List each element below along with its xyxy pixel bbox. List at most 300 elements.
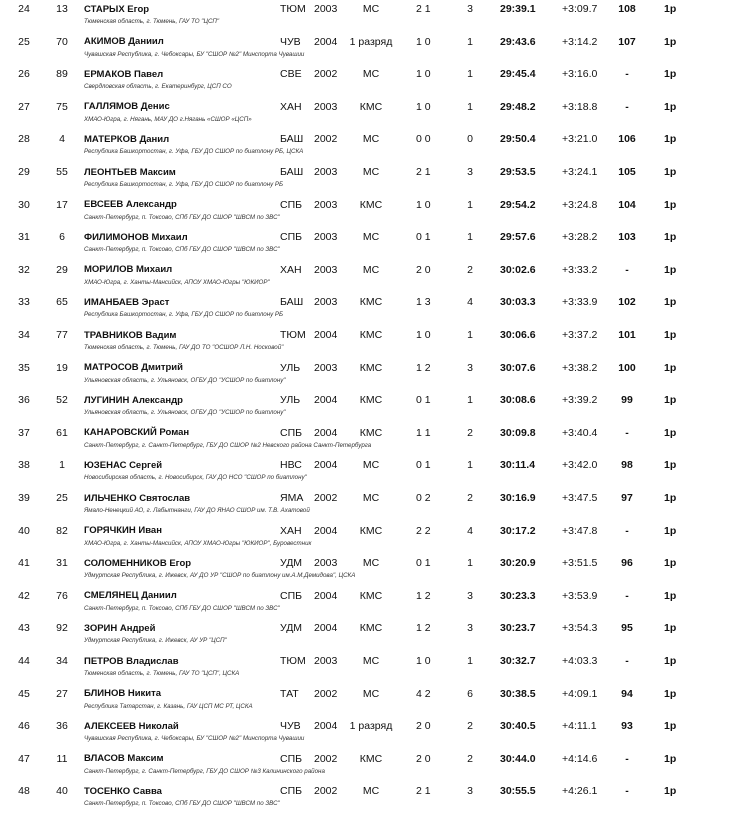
table-row	[0, 0, 750, 33]
region-code: ХАН	[280, 524, 302, 537]
finish-time: 29:53.5	[500, 166, 536, 178]
result-line	[0, 130, 750, 148]
sport-rank: КМС	[359, 100, 383, 113]
bib-cell: 75	[56, 100, 68, 113]
result-line	[0, 587, 750, 605]
athlete-name: СТАРЫХ Егор	[84, 3, 150, 15]
club-affiliation: Ульяновская область, г. Ульяновск, ОГБУ ДО "УСШОР по биатлону"	[84, 376, 286, 384]
club-affiliation: Республика Татарстан, г. Казань, ГАУ ЦСП МС РТ, ЦСКА	[84, 702, 253, 710]
club-affiliation: Тюменская область, г. Тюмень, ГАУ ТО "ЦСП"	[84, 18, 220, 25]
table-row	[0, 65, 750, 98]
points-cell: -	[625, 100, 629, 113]
penalty-total: 4	[467, 296, 473, 309]
shooting-misses: 1 0	[416, 35, 431, 48]
sport-rank: 1 разряд	[349, 720, 393, 733]
region-code: ЧУВ	[280, 720, 301, 733]
place-cell: 43	[18, 622, 30, 635]
finish-time: 29:54.2	[500, 198, 536, 211]
region-code: ТАТ	[280, 687, 299, 700]
qualification-grade: 1р	[664, 35, 677, 48]
time-gap: +3:51.5	[562, 557, 598, 570]
club-affiliation: Санкт-Петербург, г. Санкт-Петербург, ГБУ ДО СШОР №3 Калининского района	[84, 767, 325, 775]
region-code: НВС	[280, 459, 302, 472]
club-affiliation: Ямало-Ненецкий АО, г. Лабытнанги, ГАУ ДО ЯНАО СШОР им. Т.В. Ахатовой	[84, 507, 310, 514]
place-cell: 26	[18, 68, 30, 81]
bib-cell: 17	[56, 198, 68, 211]
place-cell: 33	[18, 296, 30, 309]
penalty-total: 3	[467, 166, 473, 178]
finish-time: 30:44.0	[500, 752, 536, 765]
result-line	[0, 33, 750, 51]
athlete-name: ГАЛЛЯМОВ Денис	[84, 101, 170, 113]
points-cell: 95	[621, 622, 633, 635]
place-cell: 30	[18, 198, 30, 211]
athlete-name: БЛИНОВ Никита	[84, 688, 162, 700]
result-line	[0, 228, 750, 246]
athlete-name: ПЕТРОВ Владислав	[84, 655, 179, 667]
qualification-grade: 1р	[664, 524, 677, 537]
time-gap: +3:28.2	[562, 231, 598, 244]
bib-cell: 6	[59, 231, 65, 244]
club-affiliation: Санкт-Петербург, п. Токсово, СПб ГБУ ДО СШОР "ШВСМ по ЗВС"	[84, 604, 280, 612]
sport-rank: МС	[362, 263, 380, 276]
result-line	[0, 326, 750, 344]
place-cell: 46	[18, 720, 30, 733]
club-affiliation: Санкт-Петербург, п. Токсово, СПб ГБУ ДО СШОР "ШВСМ по ЗВС"	[84, 246, 280, 254]
birth-year: 2002	[314, 133, 338, 146]
place-cell: 48	[18, 785, 30, 798]
shooting-misses: 2 2	[416, 524, 431, 537]
finish-time: 30:11.4	[500, 459, 536, 472]
birth-year: 2003	[314, 3, 338, 15]
table-row	[0, 522, 750, 555]
bib-cell: 40	[56, 785, 68, 798]
table-row	[0, 163, 750, 196]
qualification-grade: 1р	[664, 752, 677, 765]
finish-time: 30:20.9	[500, 557, 536, 570]
penalty-total: 3	[467, 622, 473, 635]
shooting-misses: 0 2	[416, 492, 431, 504]
bib-cell: 82	[56, 524, 68, 537]
place-cell: 36	[18, 394, 30, 407]
sport-rank: МС	[362, 687, 380, 700]
time-gap: +4:11.1	[562, 720, 597, 733]
qualification-grade: 1р	[664, 394, 677, 407]
club-affiliation: Новосибирская область, г. Новосибирск, ГАУ ДО НСО "СШОР по биатлону"	[84, 474, 307, 482]
penalty-total: 4	[467, 524, 473, 537]
table-row	[0, 228, 750, 261]
bib-cell: 77	[56, 329, 68, 341]
points-cell: 105	[618, 166, 636, 178]
birth-year: 2003	[314, 198, 338, 211]
place-cell: 34	[18, 329, 30, 341]
place-cell: 25	[18, 35, 30, 48]
table-row	[0, 587, 750, 620]
place-cell: 41	[18, 557, 30, 570]
club-affiliation: ХМАО-Югра, г. Нягань, МАУ ДО г.Нягань «СШОР «ЦСП»	[84, 115, 252, 123]
finish-time: 30:55.5	[500, 785, 536, 798]
birth-year: 2004	[314, 426, 338, 439]
bib-cell: 70	[56, 35, 68, 48]
birth-year: 2004	[314, 329, 338, 341]
sport-rank: КМС	[359, 622, 383, 635]
birth-year: 2002	[314, 687, 338, 700]
penalty-total: 6	[467, 687, 473, 700]
shooting-misses: 1 0	[416, 68, 431, 81]
penalty-total: 1	[467, 329, 473, 341]
result-line	[0, 0, 750, 18]
points-cell: 99	[621, 394, 633, 407]
penalty-total: 3	[467, 589, 473, 602]
region-code: УДМ	[280, 557, 303, 570]
time-gap: +3:47.8	[562, 524, 598, 537]
qualification-grade: 1р	[664, 3, 677, 15]
qualification-grade: 1р	[664, 720, 677, 733]
points-cell: 96	[621, 557, 633, 570]
result-line	[0, 782, 750, 800]
time-gap: +3:39.2	[562, 394, 598, 407]
points-cell: -	[625, 589, 629, 602]
result-line	[0, 293, 750, 311]
place-cell: 45	[18, 687, 30, 700]
finish-time: 30:08.6	[500, 394, 536, 407]
place-cell: 37	[18, 426, 30, 439]
club-affiliation: Удмуртская Республика, г. Ижевск, АУ УР "ЦСП"	[84, 637, 227, 645]
time-gap: +4:14.6	[562, 752, 598, 765]
shooting-misses: 2 0	[416, 752, 431, 765]
qualification-grade: 1р	[664, 589, 677, 602]
penalty-total: 2	[467, 492, 473, 504]
place-cell: 44	[18, 655, 30, 667]
region-code: БАШ	[280, 133, 304, 146]
bib-cell: 31	[56, 557, 68, 570]
place-cell: 29	[18, 166, 30, 178]
sport-rank: КМС	[359, 296, 383, 309]
finish-time: 29:43.6	[500, 35, 536, 48]
points-cell: 97	[621, 492, 633, 504]
qualification-grade: 1р	[664, 68, 677, 81]
finish-time: 30:23.3	[500, 589, 536, 602]
table-row	[0, 98, 750, 131]
sport-rank: МС	[362, 166, 380, 178]
points-cell: 102	[618, 296, 636, 309]
finish-time: 30:07.6	[500, 361, 536, 374]
place-cell: 28	[18, 133, 30, 146]
shooting-misses: 1 1	[416, 426, 431, 439]
athlete-name: ЕРМАКОВ Павел	[84, 68, 164, 80]
region-code: ХАН	[280, 100, 302, 113]
birth-year: 2003	[314, 100, 338, 113]
sport-rank: МС	[362, 231, 380, 244]
sport-rank: МС	[362, 459, 380, 472]
club-affiliation: Свердловская область, г. Екатеринбург, ЦСП СО	[84, 83, 232, 91]
table-row	[0, 293, 750, 326]
club-affiliation: Республика Башкортостан, г. Уфа, ГБУ ДО СШОР по биатлону РБ	[84, 311, 284, 319]
place-cell: 40	[18, 524, 30, 537]
time-gap: +3:16.0	[562, 68, 598, 81]
shooting-misses: 1 2	[416, 589, 431, 602]
shooting-misses: 0 1	[416, 394, 431, 407]
qualification-grade: 1р	[664, 133, 677, 146]
birth-year: 2003	[314, 557, 338, 570]
result-line	[0, 98, 750, 116]
points-cell: -	[625, 426, 629, 439]
shooting-misses: 2 0	[416, 720, 431, 733]
penalty-total: 3	[467, 361, 473, 374]
sport-rank: КМС	[359, 426, 383, 439]
qualification-grade: 1р	[664, 166, 677, 178]
region-code: БАШ	[280, 166, 304, 178]
athlete-name: ЛУГИНИН Александр	[84, 394, 183, 406]
finish-time: 30:17.2	[500, 524, 536, 537]
birth-year: 2003	[314, 296, 338, 309]
bib-cell: 61	[56, 426, 68, 439]
qualification-grade: 1р	[664, 231, 677, 244]
bib-cell: 1	[59, 459, 65, 472]
place-cell: 35	[18, 361, 30, 374]
bib-cell: 36	[56, 720, 68, 733]
region-code: ХАН	[280, 263, 302, 276]
shooting-misses: 1 0	[416, 100, 431, 113]
athlete-name: АКИМОВ Даниил	[84, 36, 164, 48]
finish-time: 30:03.3	[500, 296, 536, 309]
finish-time: 30:40.5	[500, 720, 536, 733]
time-gap: +3:37.2	[562, 329, 598, 341]
region-code: УЛЬ	[280, 394, 301, 407]
place-cell: 31	[18, 231, 30, 244]
sport-rank: 1 разряд	[349, 35, 393, 48]
athlete-name: ВЛАСОВ Максим	[84, 753, 164, 765]
athlete-name: АЛЕКСЕЕВ Николай	[84, 720, 179, 732]
result-line	[0, 196, 750, 214]
finish-time: 30:16.9	[500, 492, 536, 504]
athlete-name: СОЛОМЕННИКОВ Егор	[84, 557, 192, 569]
athlete-name: ГОРЯЧКИН Иван	[84, 525, 162, 537]
time-gap: +3:14.2	[562, 35, 598, 48]
region-code: ТЮМ	[280, 3, 306, 15]
sport-rank: КМС	[359, 752, 383, 765]
points-cell: 101	[618, 329, 636, 341]
region-code: УДМ	[280, 622, 303, 635]
region-code: БАШ	[280, 296, 304, 309]
penalty-total: 1	[467, 35, 473, 48]
result-line	[0, 522, 750, 540]
birth-year: 2003	[314, 166, 338, 178]
penalty-total: 1	[467, 100, 473, 113]
bib-cell: 29	[56, 263, 68, 276]
athlete-name: МОРИЛОВ Михаил	[84, 264, 173, 276]
club-affiliation: Республика Башкортостан, г. Уфа, ГБУ ДО СШОР по биатлону РБ, ЦСКА	[84, 148, 304, 156]
sport-rank: МС	[362, 133, 380, 146]
finish-time: 29:39.1	[500, 3, 536, 15]
time-gap: +4:09.1	[562, 687, 598, 700]
penalty-total: 2	[467, 752, 473, 765]
table-row	[0, 619, 750, 652]
points-cell: 100	[618, 361, 636, 374]
result-line	[0, 391, 750, 409]
points-cell: 107	[618, 35, 636, 48]
club-affiliation: ХМАО-Югра, г. Ханты-Мансийск, АПОУ ХМАО-Югры "ЮКИОР", Буровестник	[84, 539, 312, 547]
qualification-grade: 1р	[664, 100, 677, 113]
region-code: ТЮМ	[280, 655, 306, 667]
result-line	[0, 685, 750, 703]
table-row	[0, 456, 750, 489]
region-code: СПБ	[280, 426, 303, 439]
time-gap: +4:26.1	[562, 785, 598, 798]
club-affiliation: Тюменская область, г. Тюмень, ГАУ ТО "ЦСП", ЦСКА	[84, 670, 240, 677]
bib-cell: 19	[56, 361, 68, 374]
penalty-total: 1	[467, 198, 473, 211]
athlete-name: СМЕЛЯНЕЦ Даниил	[84, 590, 177, 602]
qualification-grade: 1р	[664, 329, 677, 341]
time-gap: +3:18.8	[562, 100, 598, 113]
finish-time: 30:02.6	[500, 263, 536, 276]
penalty-total: 2	[467, 426, 473, 439]
birth-year: 2002	[314, 785, 338, 798]
place-cell: 24	[18, 3, 30, 15]
athlete-name: ИЛЬЧЕНКО Святослав	[84, 492, 191, 504]
time-gap: +3:47.5	[562, 492, 598, 504]
shooting-misses: 1 2	[416, 361, 431, 374]
bib-cell: 13	[56, 3, 68, 15]
points-cell: 103	[618, 231, 636, 244]
points-cell: -	[625, 68, 629, 81]
penalty-total: 2	[467, 263, 473, 276]
table-row	[0, 196, 750, 229]
shooting-misses: 1 3	[416, 296, 431, 309]
result-line	[0, 424, 750, 442]
result-line	[0, 489, 750, 507]
time-gap: +4:03.3	[562, 655, 598, 667]
points-cell: -	[625, 263, 629, 276]
athlete-name: ЮЗЕНАС Сергей	[84, 459, 163, 471]
finish-time: 30:32.7	[500, 655, 536, 667]
sport-rank: КМС	[359, 394, 383, 407]
table-row	[0, 652, 750, 685]
athlete-name: ТОСЕНКО Савва	[84, 785, 162, 797]
birth-year: 2003	[314, 361, 338, 374]
birth-year: 2002	[314, 492, 338, 504]
result-line	[0, 163, 750, 181]
penalty-total: 3	[467, 3, 473, 15]
shooting-misses: 1 2	[416, 622, 431, 635]
place-cell: 47	[18, 752, 30, 765]
result-line	[0, 717, 750, 735]
bib-cell: 11	[56, 752, 68, 765]
time-gap: +3:40.4	[562, 426, 598, 439]
penalty-total: 1	[467, 68, 473, 81]
qualification-grade: 1р	[664, 296, 677, 309]
shooting-misses: 0 0	[416, 133, 431, 146]
athlete-name: ТРАВНИКОВ Вадим	[84, 329, 177, 341]
birth-year: 2004	[314, 35, 338, 48]
points-cell: 98	[621, 459, 633, 472]
bib-cell: 55	[56, 166, 68, 178]
region-code: ТЮМ	[280, 329, 306, 341]
club-affiliation: Чувашская Республика, г. Чебоксары, БУ "СШОР №2" Минспорта Чувашии	[84, 735, 305, 743]
finish-time: 29:48.2	[500, 100, 536, 113]
shooting-misses: 1 0	[416, 198, 431, 211]
points-cell: 108	[618, 3, 636, 15]
athlete-name: ФИЛИМОНОВ Михаил	[84, 231, 188, 243]
qualification-grade: 1р	[664, 492, 677, 504]
sport-rank: КМС	[359, 589, 383, 602]
sport-rank: КМС	[359, 361, 383, 374]
place-cell: 32	[18, 263, 30, 276]
club-affiliation: Санкт-Петербург, п. Токсово, СПб ГБУ ДО СШОР "ШВСМ по ЗВС"	[84, 800, 280, 808]
athlete-name: ИМАНБАЕВ Эраст	[84, 296, 170, 308]
birth-year: 2003	[314, 263, 338, 276]
table-row	[0, 750, 750, 783]
table-row	[0, 489, 750, 522]
points-cell: 104	[618, 198, 636, 211]
result-line	[0, 65, 750, 83]
sport-rank: КМС	[359, 198, 383, 211]
time-gap: +3:09.7	[562, 3, 598, 15]
time-gap: +3:42.0	[562, 459, 598, 472]
sport-rank: МС	[362, 655, 380, 667]
place-cell: 27	[18, 100, 30, 113]
bib-cell: 65	[56, 296, 68, 309]
qualification-grade: 1р	[664, 263, 677, 276]
shooting-misses: 4 2	[416, 687, 431, 700]
place-cell: 39	[18, 492, 30, 504]
table-row	[0, 130, 750, 163]
region-code: УЛЬ	[280, 361, 301, 374]
athlete-name: КАНАРОВСКИЙ Роман	[84, 427, 190, 439]
bib-cell: 76	[56, 589, 68, 602]
athlete-name: ЕВСЕЕВ Александр	[84, 199, 177, 211]
club-affiliation: Республика Башкортостан, г. Уфа, ГБУ ДО СШОР по биатлону РБ	[84, 181, 284, 188]
penalty-total: 1	[467, 394, 473, 407]
points-cell: -	[625, 524, 629, 537]
qualification-grade: 1р	[664, 198, 677, 211]
sport-rank: КМС	[359, 329, 383, 341]
finish-time: 30:23.7	[500, 622, 536, 635]
points-cell: -	[625, 752, 629, 765]
sport-rank: МС	[362, 492, 380, 504]
finish-time: 30:38.5	[500, 687, 536, 700]
qualification-grade: 1р	[664, 622, 677, 635]
sport-rank: МС	[362, 3, 380, 15]
time-gap: +3:33.2	[562, 263, 598, 276]
birth-year: 2004	[314, 720, 338, 733]
club-affiliation: Тюменская область, г. Тюмень, ГАУ ДО ТО "ОСШОР Л.Н. Носковой"	[84, 344, 284, 351]
region-code: СВЕ	[280, 68, 302, 81]
club-affiliation: Санкт-Петербург, п. Токсово, СПб ГБУ ДО СШОР "ШВСМ по ЗВС"	[84, 213, 280, 221]
penalty-total: 1	[467, 231, 473, 244]
region-code: СПБ	[280, 752, 303, 765]
penalty-total: 3	[467, 785, 473, 798]
bib-cell: 52	[56, 394, 68, 407]
shooting-misses: 2 1	[416, 3, 431, 15]
time-gap: +3:21.0	[562, 133, 598, 146]
birth-year: 2003	[314, 231, 338, 244]
time-gap: +3:33.9	[562, 296, 598, 309]
region-code: СПБ	[280, 198, 303, 211]
place-cell: 38	[18, 459, 30, 472]
qualification-grade: 1р	[664, 687, 677, 700]
club-affiliation: Чувашская Республика, г. Чебоксары, БУ "СШОР №2" Минспорта Чувашии	[84, 50, 305, 58]
club-affiliation: Удмуртская Республика, г. Ижевск, АУ ДО УР "СШОР по биатлону им.А.М.Демидова", ЦСКА	[84, 572, 356, 580]
penalty-total: 1	[467, 655, 473, 667]
club-affiliation: Ульяновская область, г. Ульяновск, ОГБУ ДО "УСШОР по биатлону"	[84, 409, 286, 417]
region-code: СПБ	[280, 785, 303, 798]
time-gap: +3:53.9	[562, 589, 598, 602]
qualification-grade: 1р	[664, 557, 677, 570]
result-line	[0, 456, 750, 474]
points-cell: 106	[618, 133, 636, 146]
